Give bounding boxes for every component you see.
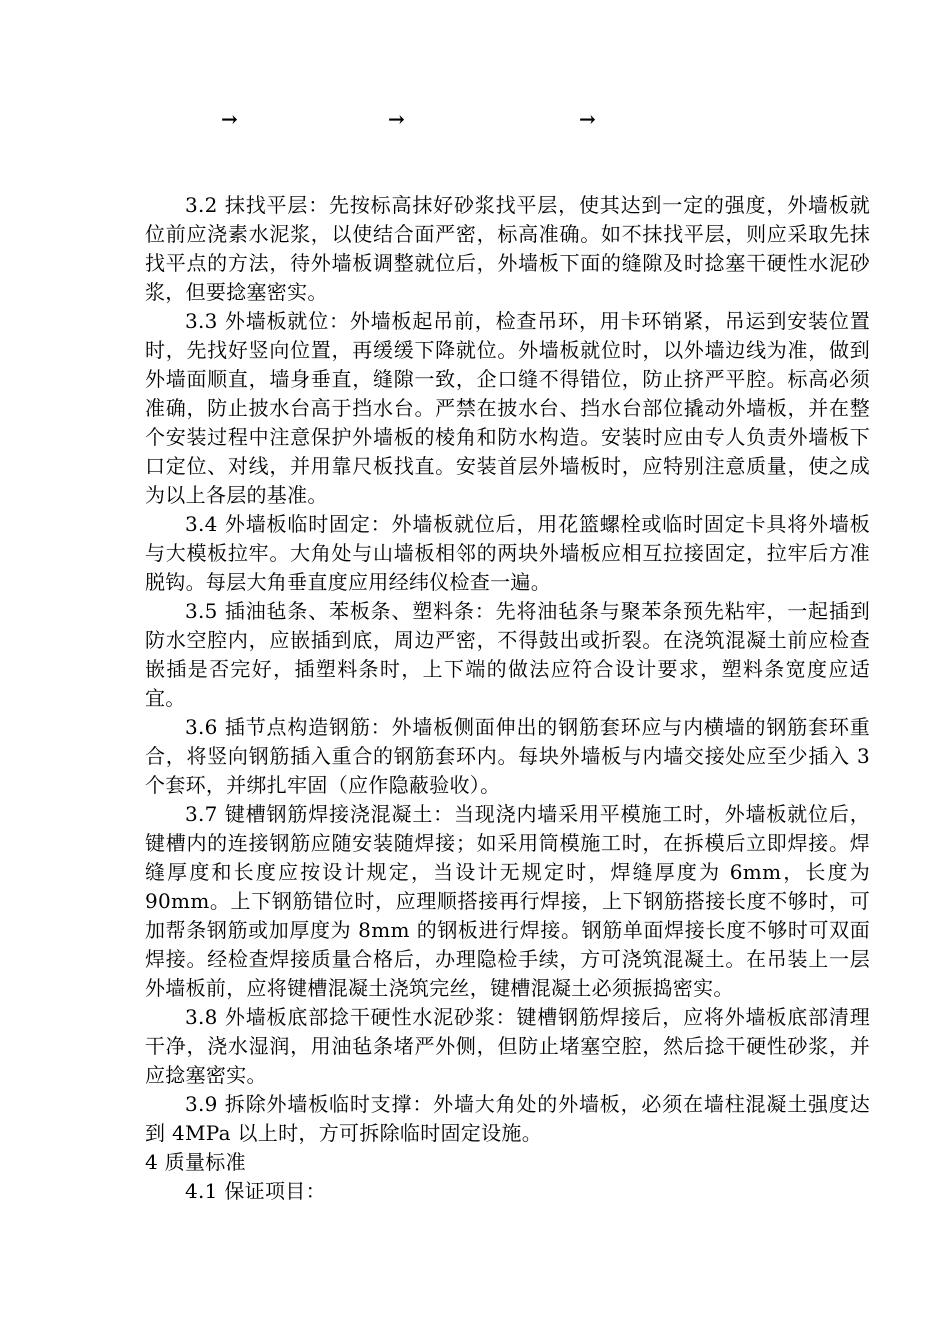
arrow-1: → [221, 107, 238, 131]
paragraph-3-2: 3.2 抹找平层：先按标高抹好砂浆找平层，使其达到一定的强度，外墙板就位前应浇素水泥浆，以使结合面严密，标高准确。如不抹找平层，则应采取先抹找平点的方法，待外墙板调整就位后，外墙板下面的缝隙及时捻塞干硬性水泥砂浆，但要捻塞密实。 [145, 193, 870, 304]
paragraph-3-3: 3.3 外墙板就位：外墙板起吊前，检查吊环，用卡环销紧，吊运到安装位置时，先找好竖向位置，再缓缓下降就位。外墙板就位时，以外墙边线为准，做到外墙面顺直，墙身垂直，缝隙一致，企口缝不得错位，防止挤严平腔。标高必须准确，防止披水台高于挡水台。严禁在披水台、挡水台部位撬动外墙板，并在整个安装过程中注意保护外墙板的棱角和防水构造。安装时应由专人负责外墙板下口定位、对线，并用靠尺板找直。安装首层外墙板时，应特别注意质量，使之成为以上各层的基准。 [145, 309, 870, 507]
subsection-4-1: 4.1 保证项目： [185, 1179, 326, 1203]
body-text [145, 191, 870, 1206]
flow-arrows [0, 104, 950, 134]
arrow-2: → [388, 107, 405, 131]
paragraph-3-6: 3.6 插节点构造钢筋：外墙板侧面伸出的钢筋套环应与内横墙的钢筋套环重合，将竖向钢筋插入重合的钢筋套环内。每块外墙板与内墙交接处应至少插入 3 个套环，并绑扎牢固（应作隐蔽验收）。 [145, 715, 870, 797]
paragraph-3-4: 3.4 外墙板临时固定：外墙板就位后，用花篮螺栓或临时固定卡具将外墙板与大模板拉牢。大角处与山墙板相邻的两块外墙板应相互拉接固定，拉牢后方准脱钩。每层大角垂直度应用经纬仪检查一遍。 [145, 512, 870, 594]
arrow-3: → [579, 107, 596, 131]
section-heading-4: 4 质量标准 [145, 1150, 246, 1174]
paragraph-3-5: 3.5 插油毡条、苯板条、塑料条：先将油毡条与聚苯条预先粘牢，一起插到防水空腔内，应嵌插到底，周边严密，不得鼓出或折裂。在浇筑混凝土前应检查嵌插是否完好，插塑料条时，上下端的做法应符合设计要求，塑料条宽度应适宜。 [145, 599, 870, 710]
paragraph-3-9: 3.9 拆除外墙板临时支撑：外墙大角处的外墙板，必须在墙柱混凝土强度达到 4MPa 以上时，方可拆除临时固定设施。 [145, 1092, 870, 1145]
paragraph-3-7: 3.7 键槽钢筋焊接浇混凝土：当现浇内墙采用平模施工时，外墙板就位后，键槽内的连接钢筋应随安装随焊接；如采用筒模施工时，在拆模后立即焊接。焊缝厚度和长度应按设计规定，当设计无规定时，焊缝厚度为 6mm，长度为 90mm。上下钢筋错位时，应理顺搭接再行焊接，上下钢筋搭接长度不够时，可加帮条钢筋或加厚度为 8mm 的钢板进行焊接。钢筋单面焊接长度不够时可双面焊接。经检查焊接质量合格后，办理隐检手续，方可浇筑混凝土。在吊装上一层外墙板前，应将键槽混凝土浇筑完丝，键槽混凝土必须振捣密实。 [145, 802, 870, 1000]
paragraph-3-8: 3.8 外墙板底部捻干硬性水泥砂浆：键槽钢筋焊接后，应将外墙板底部清理干净，浇水湿润，用油毡条堵严外侧，但防止堵塞空腔，然后捻干硬性砂浆，并应捻塞密实。 [145, 1005, 870, 1087]
